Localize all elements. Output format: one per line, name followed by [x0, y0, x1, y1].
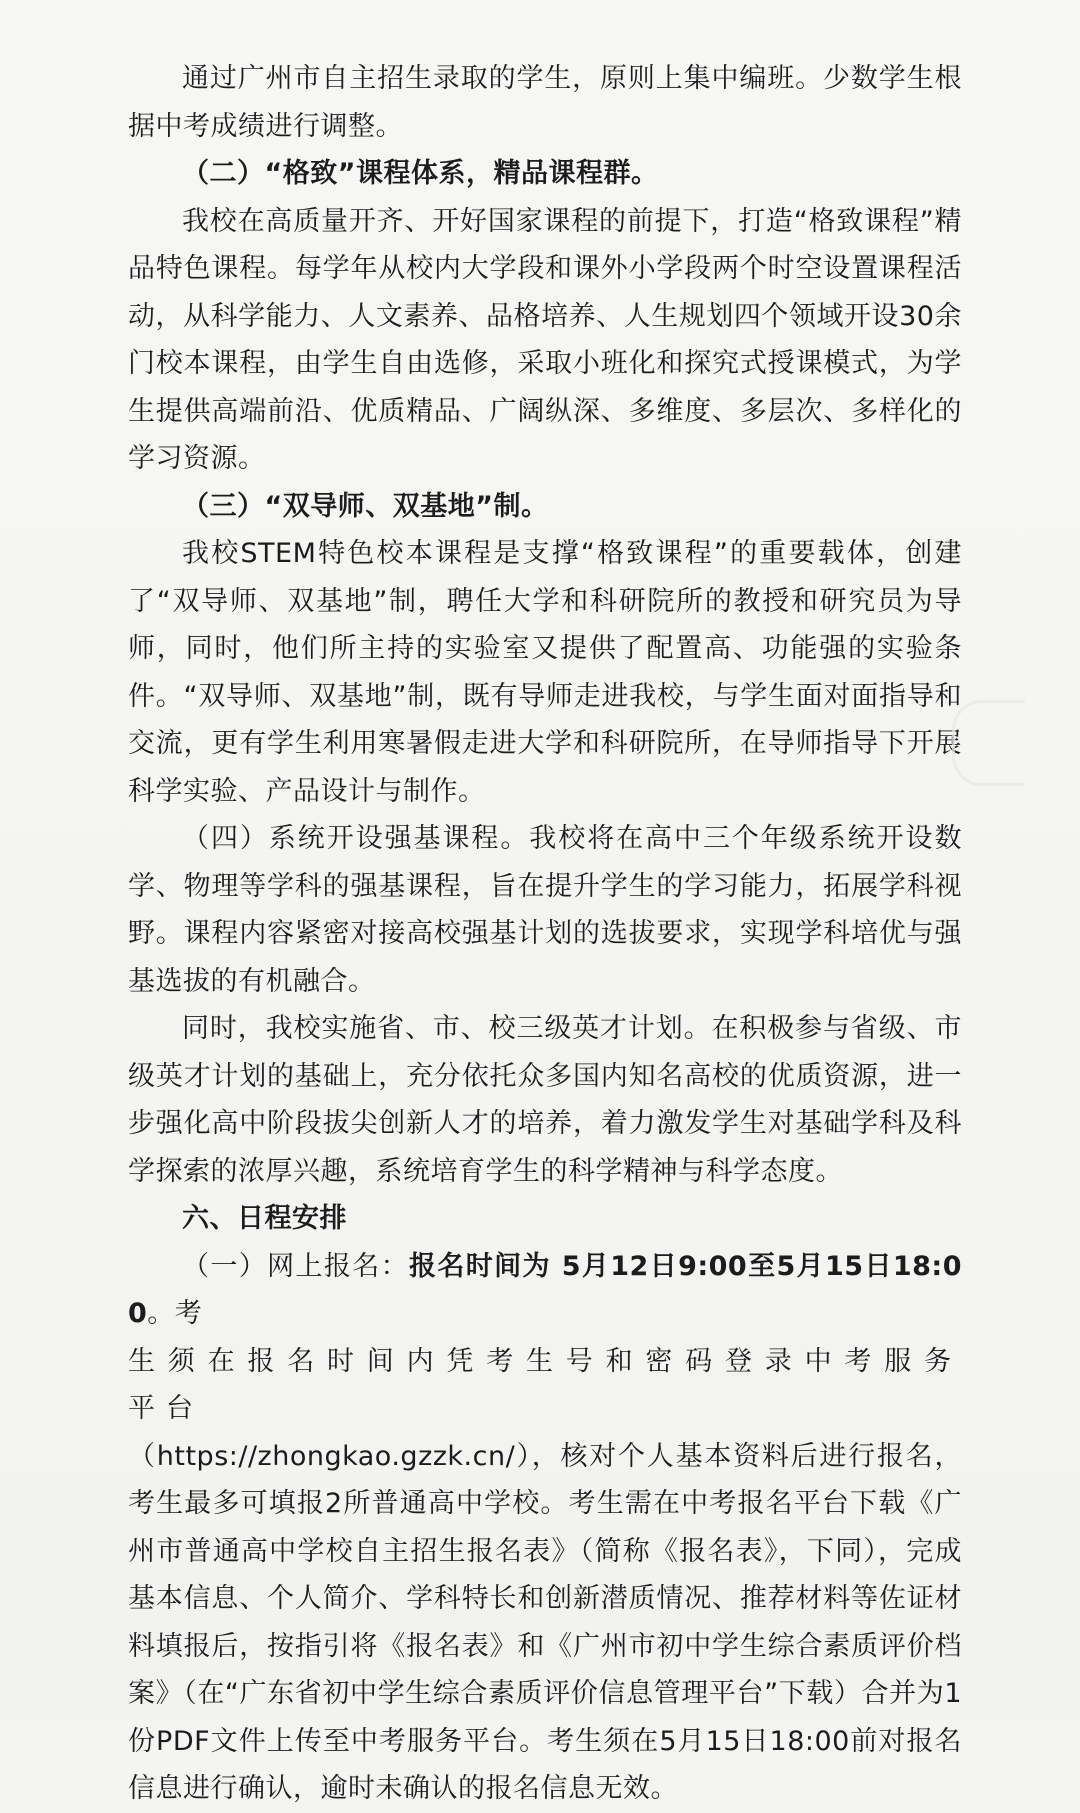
- paragraph-gezhi-curriculum: 我校在高质量开齐、开好国家课程的前提下，打造“格致课程”精品特色课程。每学年从校内大学段和课外小学段两个时空设置课程活动，从科学能力、人文素养、品格培养、人生规划四个领域开设30余门校本课程，由学生自由选修，采取小班化和探究式授课模式，为学生提供高端前沿、优质精品、广阔纵深、多维度、多层次、多样化的学习资源。: [128, 205, 962, 474]
- online-registration-line1: [128, 1243, 962, 1338]
- paragraph-dual-mentor: 我校STEM特色校本课程是支撑“格致课程”的重要载体，创建了“双导师、双基地”制，聘任大学和科研院所的教授和研究员为导师，同时，他们所主持的实验室又提供了配置高、功能强的实验条件。“双导师、双基地”制，既有导师走进我校，与学生面对面指导和交流，更有学生利用寒暑假走进大学和科研院所，在导师指导下开展科学实验、产品设计与制作。: [128, 538, 962, 807]
- section-six-title: 六、日程安排: [182, 1203, 347, 1234]
- registration-time: 报名时间为 5月12日9:00至5月15日18:00: [128, 1250, 963, 1329]
- online-registration-line1-end: 。考: [147, 1298, 203, 1329]
- online-registration-line2: 生须在报名时间内凭考生号和密码登录中考服务平台: [128, 1345, 962, 1424]
- heading-dual-mentor: （三）“双导师、双基地”制。: [182, 490, 549, 522]
- online-registration-prefix: （一）网上报名：: [182, 1250, 410, 1282]
- faint-background-mark: [952, 700, 1025, 786]
- paragraph-enrollment-class: 通过广州市自主招生录取的学生，原则上集中编班。少数学生根据中考成绩进行调整。: [128, 63, 962, 142]
- online-registration-rest: （https://zhongkao.gzzk.cn/），核对个人基本资料后进行报名，考生最多可填报2所普通高中学校。考生需在中考报名平台下载《广州市普通高中学校自主招生报名表》（简称《报名表》，下同），完成基本信息、个人简介、学科特长和创新潜质情况、推荐材料等佐证材料填报后，按指引将《报名表》和《广州市初中学生综合素质评价档案》（在“广东省初中学生综合素质评价信息管理平台”下载）合并为1份PDF文件上传至中考服务平台。考生须在5月15日18:00前对报名信息进行确认，逾时未确认的报名信息无效。: [128, 1440, 962, 1804]
- paragraph-talent-plan: 同时，我校实施省、市、校三级英才计划。在积极参与省级、市级英才计划的基础上，充分依托众多国内知名高校的优质资源，进一步强化高中阶段拔尖创新人才的培养，着力激发学生对基础学科及科学探索的浓厚兴趣，系统培育学生的科学精神与科学态度。: [128, 1013, 962, 1187]
- heading-gezhi-curriculum: （二）“格致”课程体系，精品课程群。: [182, 158, 659, 189]
- paragraph-strong-foundation: （四）系统开设强基课程。我校将在高中三个年级系统开设数学、物理等学科的强基课程，旨在提升学生的学习能力，拓展学科视野。课程内容紧密对接高校强基计划的选拔要求，实现学科培优与强基选拔的有机融合。: [128, 823, 962, 997]
